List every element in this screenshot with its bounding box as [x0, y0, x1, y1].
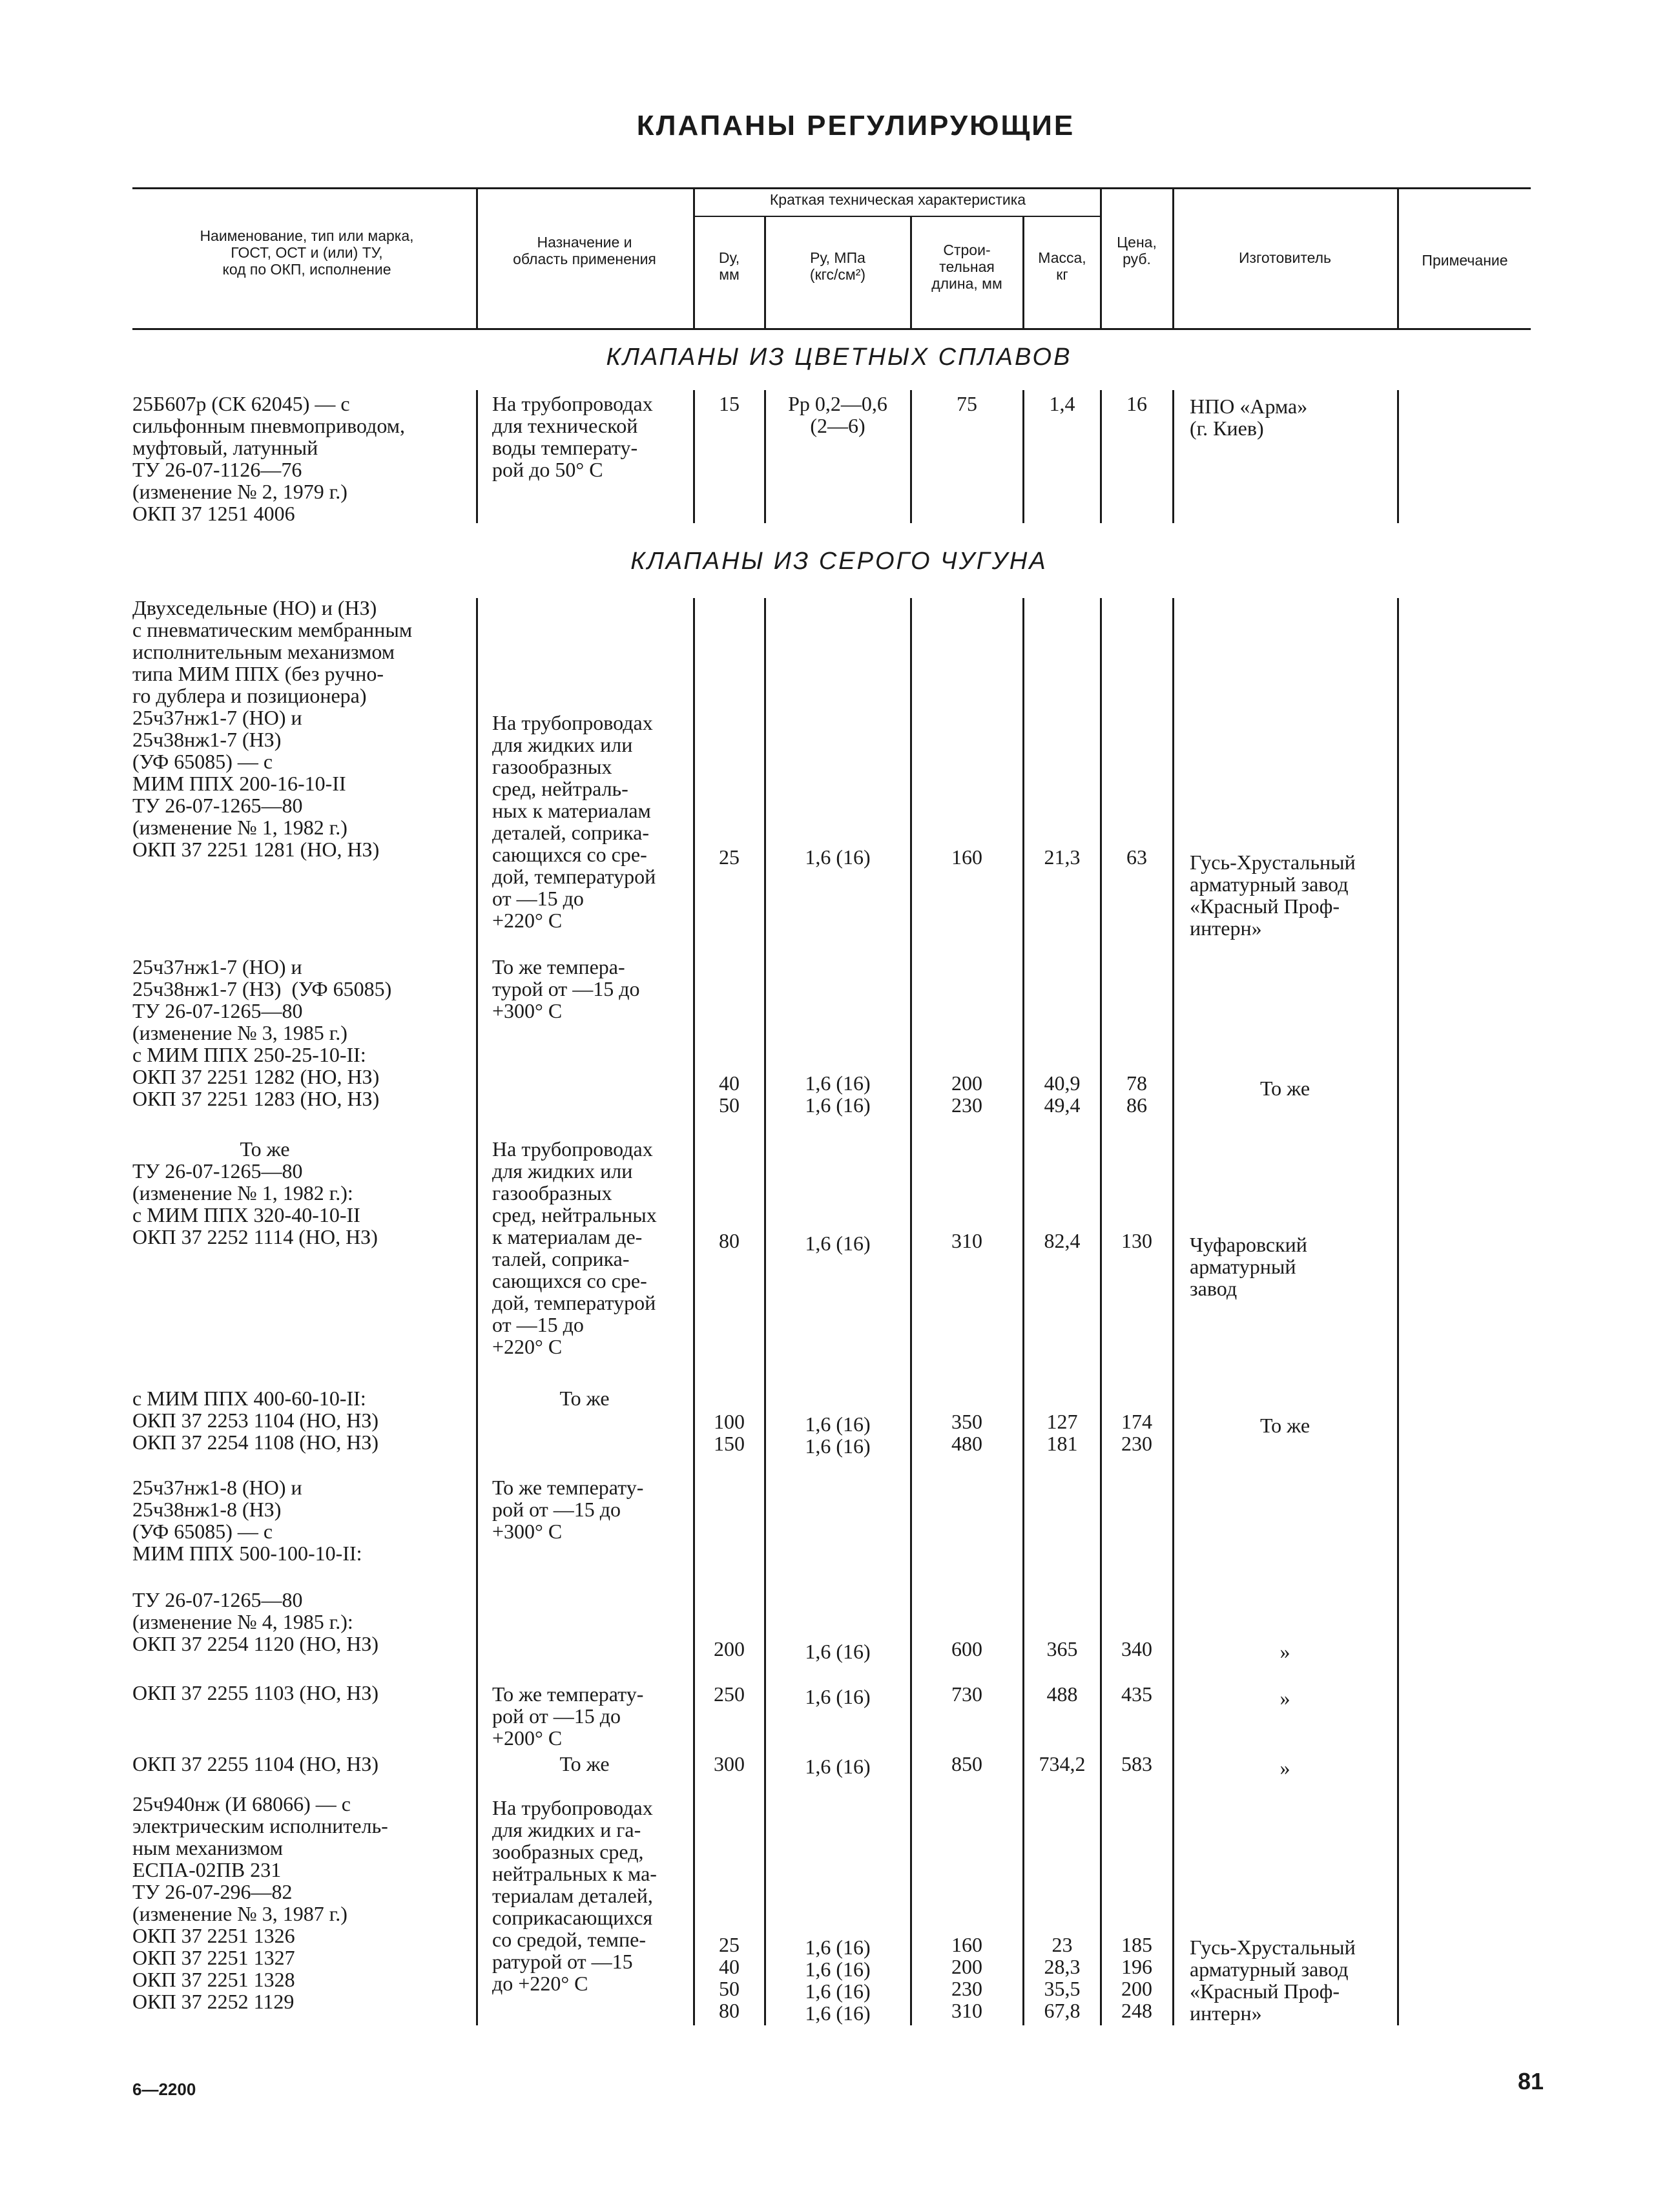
- column-rule: [476, 390, 478, 523]
- header-divider: [1100, 189, 1102, 328]
- row-length: 310: [951, 1229, 982, 1252]
- row-py: 1,6 (16): [805, 1232, 871, 1255]
- column-rule: [1022, 390, 1024, 523]
- header-top-rule: [132, 187, 1531, 189]
- row-maker: »: [1279, 1686, 1290, 1710]
- column-rule: [1172, 390, 1174, 523]
- row-purpose: То же температу- рой от —15 до +200° С: [492, 1682, 644, 1750]
- row-mass: 365: [1046, 1637, 1078, 1660]
- row-price: 63: [1126, 845, 1147, 869]
- row-mass: 488: [1046, 1682, 1078, 1706]
- row-maker: То же: [1259, 1414, 1310, 1437]
- row-py: 1,6 (16): [805, 1685, 871, 1708]
- column-rule: [764, 390, 766, 523]
- section-heading: КЛАПАНЫ ИЗ ЦВЕТНЫХ СПЛАВОВ: [606, 344, 1072, 371]
- row-mass: 40,9 49,4: [1044, 1071, 1081, 1117]
- row-name: 25ч37нж1-8 (НО) и 25ч38нж1-8 (НЗ) (УФ 65085) — с МИМ ППХ 500-100-10-II:: [132, 1476, 362, 1565]
- row-dy: 40 50: [719, 1071, 740, 1117]
- row-py: 1,6 (16): [805, 1755, 871, 1778]
- row-mass: 127 181: [1046, 1410, 1078, 1455]
- row-name: 25ч37нж1-7 (НО) и 25ч38нж1-7 (НЗ) (УФ 65085) ТУ 26-07-1265—80 (изменение № 3, 1985 г.) с МИМ ППХ 250-25-10-II: ОКП 37 2251 1282 (НО, НЗ) ОКП 37 2251 1283 (НО, НЗ): [132, 955, 392, 1110]
- row-purpose: То же: [559, 1387, 610, 1410]
- row-maker: Чуфаровский арматурный завод: [1190, 1233, 1307, 1300]
- row-dy: 200: [714, 1637, 745, 1660]
- header-group-rule: [694, 216, 1101, 217]
- row-dy: 300: [714, 1752, 745, 1775]
- row-name: ТУ 26-07-1265—80 (изменение № 4, 1985 г.): ОКП 37 2254 1120 (НО, НЗ): [132, 1588, 379, 1655]
- row-maker: То же: [1259, 1077, 1310, 1100]
- row-length: 75: [957, 392, 977, 415]
- row-maker: НПО «Арма» (г. Киев): [1190, 395, 1308, 440]
- col-header-tech-group: Краткая техническая характеристика: [769, 191, 1026, 208]
- row-mass: 21,3: [1044, 845, 1081, 869]
- row-length: 850: [951, 1752, 982, 1775]
- row-purpose: То же температу- рой от —15 до +300° С: [492, 1476, 644, 1543]
- row-py: Pр 0,2—0,6 (2—6): [788, 392, 887, 437]
- row-price: 583: [1121, 1752, 1152, 1775]
- col-header-name: Наименование, тип или марка, ГОСТ, ОСТ и (или) ТУ, код по ОКП, исполнение: [200, 227, 414, 278]
- row-price: 435: [1121, 1682, 1152, 1706]
- column-rule: [1100, 598, 1102, 2025]
- row-purpose: На трубопроводах для технической воды температу- рой до 50° С: [492, 392, 653, 481]
- col-header-maker: Изготовитель: [1238, 249, 1332, 266]
- section-heading: КЛАПАНЫ ИЗ СЕРОГО ЧУГУНА: [630, 548, 1048, 575]
- row-price: 130: [1121, 1229, 1152, 1252]
- row-purpose: То же темпера- турой от —15 до +300° С: [492, 955, 640, 1022]
- row-price: 340: [1121, 1637, 1152, 1660]
- row-length: 730: [951, 1682, 982, 1706]
- row-dy: 15: [719, 392, 740, 415]
- row-py: 1,6 (16): [805, 1640, 871, 1663]
- col-header-purpose: Назначение и область применения: [513, 234, 656, 267]
- page-title: КЛАПАНЫ РЕГУЛИРУЮЩИЕ: [636, 110, 1075, 141]
- column-rule: [1100, 390, 1102, 523]
- column-rule: [910, 598, 912, 2025]
- row-py: 1,6 (16) 1,6 (16): [805, 1412, 871, 1458]
- column-rule: [693, 598, 695, 2025]
- row-price: 16: [1126, 392, 1147, 415]
- row-purpose: На трубопроводах для жидких и га- зообразных сред, нейтральных к ма- териалам деталей, соприкасающихся со средой, темпе- ратурой от —15 до +220° С: [492, 1796, 657, 1995]
- col-header-dy: Dу, мм: [718, 249, 740, 283]
- row-length: 600: [951, 1637, 982, 1660]
- row-dy: 25: [719, 845, 740, 869]
- row-length: 350 480: [951, 1410, 982, 1455]
- column-rule: [1022, 598, 1024, 2025]
- row-dy: 80: [719, 1229, 740, 1252]
- row-price: 174 230: [1121, 1410, 1152, 1455]
- row-mass: 23 28,3 35,5 67,8: [1044, 1933, 1081, 2022]
- row-purpose: На трубопроводах для жидких или газообразных сред, нейтральных к материалам де- талей, соприка- сающихся со сре- дой, температурой от —15 до +220° С: [492, 1137, 657, 1358]
- row-name: ОКП 37 2255 1104 (НО, НЗ): [132, 1752, 379, 1775]
- row-length: 160 200 230 310: [951, 1933, 982, 2022]
- col-header-note: Примечание: [1422, 252, 1508, 269]
- row-price: 185 196 200 248: [1121, 1933, 1152, 2022]
- col-header-py: Pу, МПа (кгс/см²): [809, 249, 866, 283]
- row-length: 200 230: [951, 1071, 982, 1117]
- row-name: ОКП 37 2255 1103 (НО, НЗ): [132, 1681, 379, 1704]
- column-rule: [476, 598, 478, 2025]
- row-dy: 25 40 50 80: [719, 1933, 740, 2022]
- row-py: 1,6 (16) 1,6 (16): [805, 1071, 871, 1117]
- row-name: ТУ 26-07-1265—80 (изменение № 1, 1982 г.): с МИМ ППХ 320-40-10-II ОКП 37 2252 1114 (НО, НЗ): [132, 1159, 378, 1248]
- column-rule: [1172, 598, 1174, 2025]
- row-mass: 1,4: [1049, 392, 1075, 415]
- row-length: 160: [951, 845, 982, 869]
- row-maker: Гусь-Хрустальный арматурный завод «Красный Проф- интерн»: [1190, 851, 1356, 940]
- row-py: 1,6 (16): [805, 845, 871, 869]
- row-maker: »: [1279, 1640, 1290, 1663]
- column-rule: [764, 598, 766, 2025]
- row-dy: 250: [714, 1682, 745, 1706]
- header-divider: [764, 217, 766, 328]
- footer-code: 6—2200: [132, 2080, 196, 2099]
- row-name: 25Б607р (СК 62045) — с сильфонным пневмоприводом, муфтовый, латунный ТУ 26-07-1126—76 (изменение № 2, 1979 г.) ОКП 37 1251 4006: [132, 392, 406, 525]
- row-name: с МИМ ППХ 400-60-10-II: ОКП 37 2253 1104 (НО, НЗ) ОКП 37 2254 1108 (НО, НЗ): [132, 1387, 379, 1454]
- row-purpose: То же: [559, 1752, 610, 1775]
- row-name: 25ч940нж (И 68066) — с электрическим исполнитель- ным механизмом ЕСПА-02ПВ 231 ТУ 26-07-296—82 (изменение № 3, 1987 г.) ОКП 37 2251 1326 ОКП 37 2251 1327 ОКП 37 2251 1328 ОКП 37 2252 1129: [132, 1792, 388, 2013]
- row-mass: 82,4: [1044, 1229, 1081, 1252]
- row-mass: 734,2: [1039, 1752, 1086, 1775]
- header-divider: [1022, 217, 1024, 328]
- page-number: 81: [1517, 2068, 1544, 2094]
- header-bottom-rule: [132, 328, 1531, 330]
- col-header-mass: Масса, кг: [1038, 249, 1086, 283]
- row-purpose: На трубопроводах для жидких или газообразных сред, нейтраль- ных к материалам деталей, соприка- сающихся со сре- дой, температурой от —15 до +220° С: [492, 711, 656, 932]
- col-header-length: Строи- тельная длина, мм: [931, 242, 1002, 292]
- row-py: 1,6 (16) 1,6 (16) 1,6 (16) 1,6 (16): [805, 1936, 871, 2025]
- row-name-ditto: То же: [240, 1137, 290, 1161]
- row-maker: »: [1279, 1756, 1290, 1779]
- col-header-price: Цена, руб.: [1117, 234, 1157, 267]
- header-divider: [476, 189, 478, 328]
- column-rule: [1397, 598, 1399, 2025]
- row-maker: Гусь-Хрустальный арматурный завод «Красный Проф- интерн»: [1190, 1936, 1356, 2025]
- column-rule: [1397, 390, 1399, 523]
- row-price: 78 86: [1126, 1071, 1147, 1117]
- row-name: Двухседельные (НО) и (НЗ) с пневматическим мембранным исполнительным механизмом типа МИМ ППХ (без ручно- го дублера и позиционера) 25ч37нж1-7 (НО) и 25ч38нж1-7 (НЗ) (УФ 65085) — с МИМ ППХ 200-16-10-II ТУ 26-07-1265—80 (изменение № 1, 1982 г.) ОКП 37 2251 1281 (НО, НЗ): [132, 596, 413, 861]
- row-dy: 100 150: [714, 1410, 745, 1455]
